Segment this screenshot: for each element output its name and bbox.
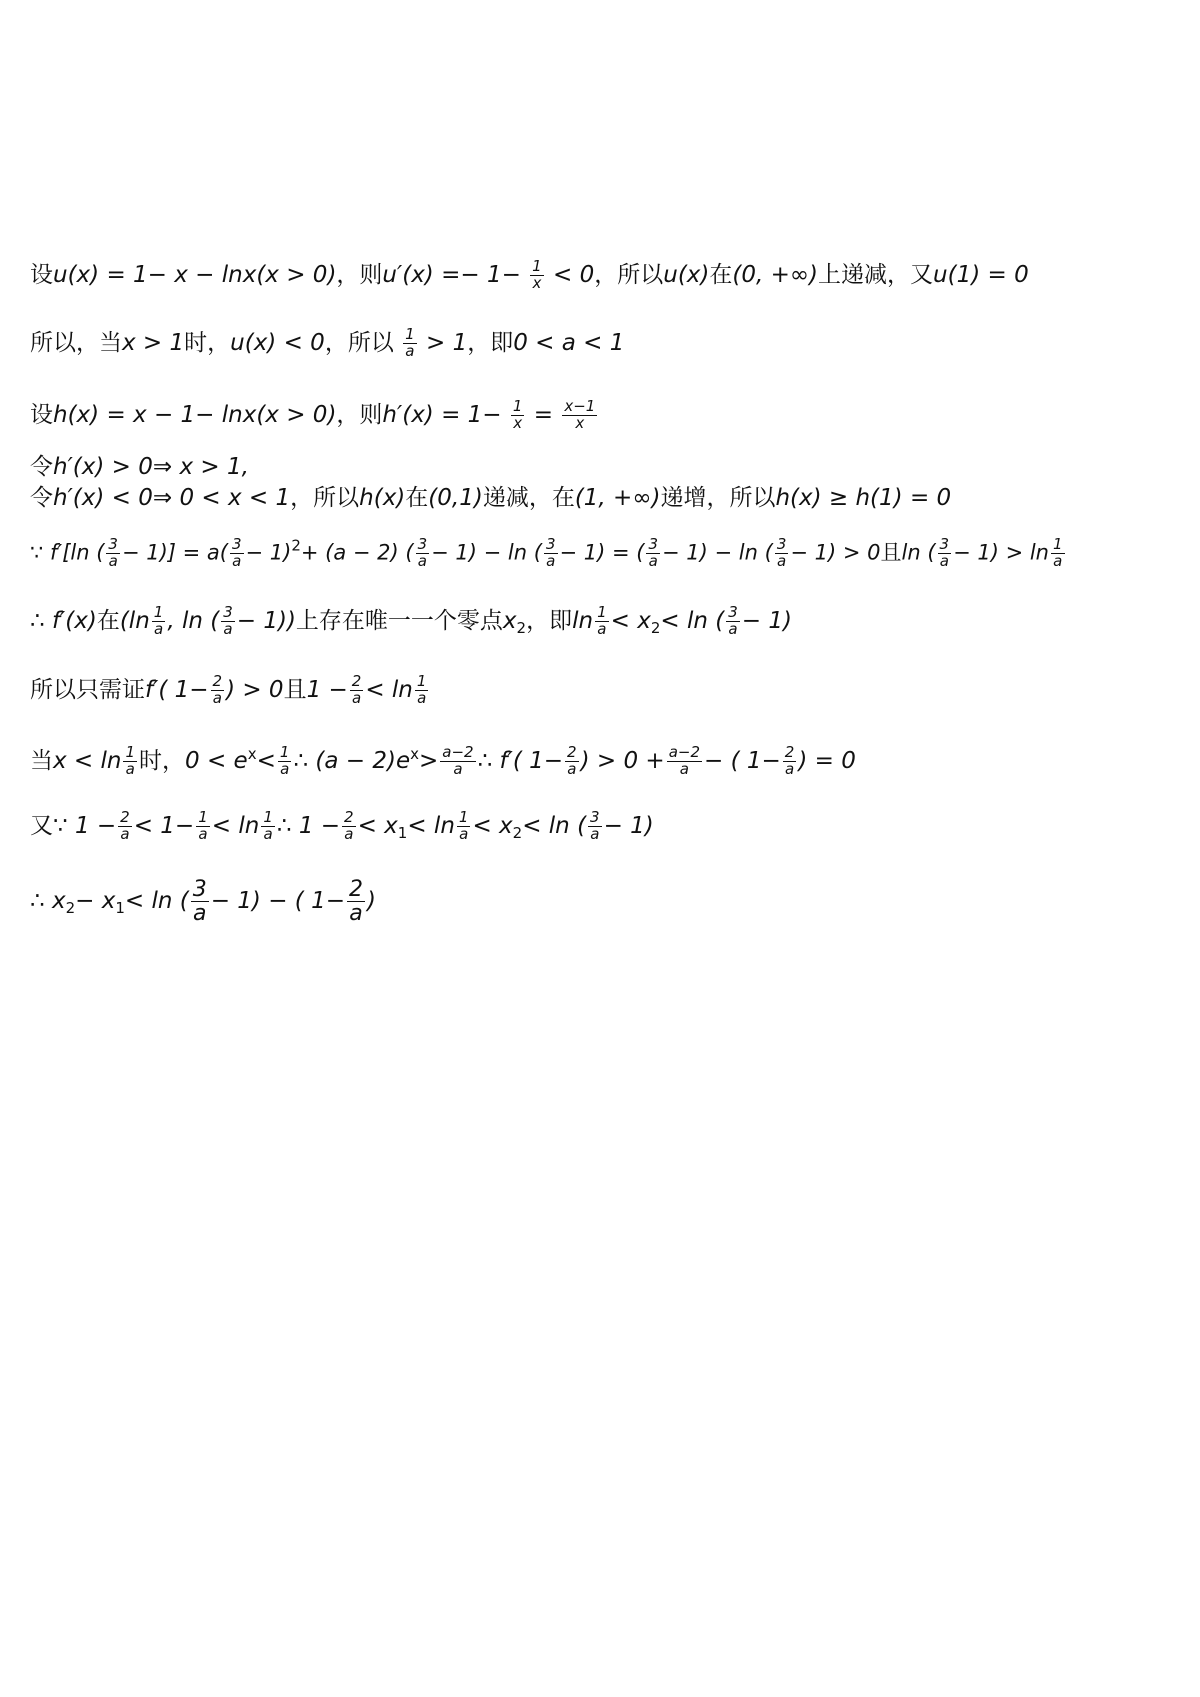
text: 所以，当 xyxy=(30,329,122,356)
fraction xyxy=(595,605,609,638)
text: 设 xyxy=(30,401,53,428)
math-expr: h′(x) > 0⇒ x > 1, xyxy=(53,454,249,480)
math-expr: ) > 0 + xyxy=(580,747,665,774)
text: 递减，在 xyxy=(482,485,575,511)
math-expr: < x xyxy=(357,812,398,839)
text: ，所以 xyxy=(594,261,664,288)
math-expr: ln xyxy=(572,607,594,634)
math-expr: − 1) = ( xyxy=(559,540,645,565)
text: 时， xyxy=(139,747,186,774)
denominator: a xyxy=(417,688,427,707)
fraction xyxy=(588,810,602,843)
numerator: 3 xyxy=(192,877,207,902)
text: ，所以 xyxy=(290,485,360,511)
denominator: a xyxy=(344,824,354,843)
math-expr: (0,1) xyxy=(428,485,483,511)
math-expr: u′(x) =− 1− xyxy=(382,261,521,288)
fraction xyxy=(783,745,797,778)
numerator: 3 xyxy=(590,808,600,826)
math-expr: x < ln xyxy=(53,747,122,774)
numerator: 1 xyxy=(279,743,290,761)
denominator: a xyxy=(728,619,738,638)
superscript: 2 xyxy=(291,536,301,555)
numerator: a−2 xyxy=(442,743,474,761)
denominator: a xyxy=(153,619,164,638)
fraction xyxy=(938,537,952,570)
numerator: x−1 xyxy=(564,397,596,415)
numerator: 1 xyxy=(416,672,427,690)
denominator: a xyxy=(417,551,427,570)
fraction xyxy=(544,537,558,570)
fraction xyxy=(106,537,120,570)
text: 又 xyxy=(30,812,53,839)
subscript: 1 xyxy=(115,899,125,918)
denominator: a xyxy=(263,824,273,843)
denominator: a xyxy=(590,824,600,843)
subscript: 2 xyxy=(516,618,527,637)
math-expr: < ln xyxy=(365,676,413,703)
numerator: 3 xyxy=(231,535,242,553)
numerator: a−2 xyxy=(668,743,700,761)
fraction xyxy=(646,537,660,570)
fraction xyxy=(347,878,365,925)
math-expr: < xyxy=(256,747,276,774)
math-expr: − 1)] = a( xyxy=(121,540,228,565)
text: 上存在唯一一个零点 xyxy=(295,607,503,634)
math-expr: (0, +∞) xyxy=(732,261,819,288)
math-line-2 xyxy=(30,327,624,360)
numerator: 2 xyxy=(567,743,577,761)
numerator: 3 xyxy=(776,535,787,553)
math-expr: ) = 0 xyxy=(798,747,856,774)
math-expr: < 1− xyxy=(133,812,195,839)
math-expr: (1, +∞) xyxy=(574,485,661,511)
fraction xyxy=(457,810,471,843)
denominator: a xyxy=(198,824,208,843)
math-expr: u(1) = 0 xyxy=(933,261,1029,288)
denominator: a xyxy=(405,341,415,360)
math-line-3 xyxy=(30,399,599,432)
fraction xyxy=(416,537,430,570)
denominator: a xyxy=(567,759,577,778)
denominator: a xyxy=(232,551,242,570)
math-expr: < x xyxy=(472,812,513,839)
denominator: a xyxy=(679,759,689,778)
text: ，则 xyxy=(336,261,383,288)
math-line-11 xyxy=(30,878,376,925)
fraction xyxy=(230,537,244,570)
math-expr: − ( 1− xyxy=(704,747,781,774)
math-expr: < 0 xyxy=(553,261,595,288)
math-expr: ∵ f′[ln ( xyxy=(30,540,105,565)
math-expr: ∴ x xyxy=(30,888,66,915)
denominator: a xyxy=(597,619,607,638)
numerator: 1 xyxy=(263,808,273,826)
numerator: 1 xyxy=(125,743,136,761)
math-expr: − 1) − ln ( xyxy=(431,540,542,565)
math-expr: x > 1 xyxy=(122,329,185,356)
math-line-8 xyxy=(30,674,430,707)
text: 递增，所以 xyxy=(660,485,776,511)
math-expr: − 1) − ( 1− xyxy=(210,888,345,915)
math-expr: (ln xyxy=(119,607,150,634)
subscript: 1 xyxy=(397,823,408,842)
denominator: a xyxy=(459,824,469,843)
denominator: a xyxy=(648,551,658,570)
math-expr: ∴ (a − 2)e xyxy=(293,747,411,774)
numerator: 3 xyxy=(728,603,738,621)
math-expr: h(x) xyxy=(359,485,406,511)
numerator: 1 xyxy=(1052,535,1063,553)
fraction xyxy=(726,605,740,638)
math-expr: > xyxy=(419,747,439,774)
numerator: 3 xyxy=(108,535,118,553)
math-expr: < ln ( xyxy=(124,888,189,915)
numerator: 3 xyxy=(417,535,428,553)
math-expr: < ln ( xyxy=(660,607,725,634)
numerator: 2 xyxy=(348,877,363,902)
math-line-4 xyxy=(30,456,249,479)
math-expr: − x xyxy=(75,888,116,915)
math-line-9 xyxy=(30,745,856,778)
denominator: a xyxy=(280,759,290,778)
fraction xyxy=(196,810,210,843)
denominator: a xyxy=(212,688,222,707)
math-expr: h′(x) = 1− xyxy=(382,401,502,428)
denominator: a xyxy=(223,619,233,638)
text: 且 xyxy=(880,540,902,565)
math-expr: 0 < e xyxy=(185,747,248,774)
math-expr: < ln xyxy=(407,812,455,839)
fraction xyxy=(530,259,544,292)
fraction xyxy=(667,745,702,778)
denominator: a xyxy=(776,551,787,570)
fraction xyxy=(562,399,597,432)
numerator: 3 xyxy=(939,535,950,553)
numerator: 2 xyxy=(351,672,362,690)
numerator: 1 xyxy=(532,257,542,275)
numerator: 1 xyxy=(458,808,469,826)
math-expr: + (a − 2) ( xyxy=(300,540,414,565)
math-expr: − 1) > 0 xyxy=(790,540,881,565)
text: ，所以 xyxy=(324,329,394,356)
numerator: 1 xyxy=(405,325,415,343)
numerator: 3 xyxy=(648,535,659,553)
fraction xyxy=(261,810,275,843)
subscript: 2 xyxy=(65,899,76,918)
text: 上递减，又 xyxy=(818,261,934,288)
math-expr: − 1) > ln xyxy=(953,540,1049,565)
math-line-1 xyxy=(30,259,1029,292)
fraction xyxy=(211,674,225,707)
math-expr: ∵ 1 − xyxy=(53,812,117,839)
fraction xyxy=(350,674,364,707)
denominator: a xyxy=(784,759,795,778)
fraction xyxy=(152,605,166,638)
math-expr: ∴ f′( 1− xyxy=(477,747,564,774)
subscript: 2 xyxy=(650,618,661,637)
text: ，即 xyxy=(467,329,514,356)
text: 时， xyxy=(184,329,231,356)
math-line-6 xyxy=(30,537,1067,570)
denominator: a xyxy=(1053,551,1063,570)
text: 所以只需证 xyxy=(30,676,145,703)
text: 令 xyxy=(30,454,53,480)
text: ，则 xyxy=(336,401,383,428)
fraction xyxy=(565,745,579,778)
math-expr: − 1)) xyxy=(236,607,296,634)
text: 设 xyxy=(30,261,53,288)
numerator: 1 xyxy=(512,397,523,415)
math-expr: x xyxy=(502,607,517,634)
numerator: 3 xyxy=(545,535,556,553)
superscript: x xyxy=(247,744,257,763)
denominator: a xyxy=(125,759,135,778)
text: 在 xyxy=(405,485,429,511)
numerator: 2 xyxy=(212,672,223,690)
math-expr: = xyxy=(533,401,554,428)
text: 令 xyxy=(30,485,53,511)
math-expr: < x xyxy=(610,607,651,634)
math-expr: − 1) xyxy=(245,540,292,565)
math-expr: < ln xyxy=(211,812,260,839)
math-expr: u(x) = 1− x − lnx(x > 0) xyxy=(53,261,337,288)
numerator: 2 xyxy=(344,808,354,826)
math-expr: h′(x) < 0⇒ 0 < x < 1 xyxy=(53,485,291,511)
math-expr: u(x) < 0 xyxy=(230,329,325,356)
math-expr: h(x) ≥ h(1) = 0 xyxy=(775,485,952,511)
numerator: 1 xyxy=(153,603,164,621)
fraction xyxy=(278,745,292,778)
math-line-10 xyxy=(30,810,654,843)
fraction xyxy=(403,327,417,360)
math-expr: > 1 xyxy=(425,329,468,356)
fraction xyxy=(415,674,429,707)
superscript: x xyxy=(410,744,419,763)
text: 在 xyxy=(709,261,733,288)
math-expr: ln ( xyxy=(901,540,936,565)
text: 当 xyxy=(30,747,53,774)
denominator: x xyxy=(532,273,542,292)
math-expr: , ln ( xyxy=(167,607,220,634)
math-expr: u(x) xyxy=(663,261,710,288)
denominator: a xyxy=(453,759,463,778)
denominator: a xyxy=(108,551,118,570)
fraction xyxy=(342,810,356,843)
text: 且 xyxy=(283,676,307,703)
math-expr: < ln ( xyxy=(522,812,587,839)
math-line-7 xyxy=(30,605,792,638)
denominator: x xyxy=(575,413,585,432)
math-expr: ) > 0 xyxy=(226,676,284,703)
denominator: a xyxy=(546,551,556,570)
math-line-5 xyxy=(30,487,951,510)
math-expr: h(x) = x − 1− lnx(x > 0) xyxy=(53,401,337,428)
denominator: a xyxy=(192,901,207,927)
numerator: 3 xyxy=(223,603,233,621)
denominator: a xyxy=(349,901,363,927)
numerator: 1 xyxy=(597,603,607,621)
denominator: a xyxy=(939,551,949,570)
denominator: a xyxy=(120,824,130,843)
fraction xyxy=(440,745,475,778)
math-expr: − 1) xyxy=(603,812,654,839)
fraction xyxy=(118,810,132,843)
math-expr: 1 − xyxy=(306,676,348,703)
fraction xyxy=(221,605,235,638)
numerator: 2 xyxy=(784,743,795,761)
math-expr: f′( 1− xyxy=(145,676,209,703)
math-expr: ∴ f′(x) xyxy=(30,607,97,634)
text: ，即 xyxy=(526,607,573,634)
math-expr: ∴ 1 − xyxy=(276,812,341,839)
numerator: 2 xyxy=(120,808,130,826)
fraction xyxy=(1051,537,1065,570)
subscript: 2 xyxy=(512,823,523,842)
math-expr: ) xyxy=(366,888,376,915)
fraction xyxy=(191,878,209,925)
fraction xyxy=(511,399,525,432)
denominator: x xyxy=(513,413,523,432)
fraction xyxy=(775,537,789,570)
text: 在 xyxy=(96,607,120,634)
math-expr: 0 < a < 1 xyxy=(513,329,625,356)
fraction xyxy=(123,745,137,778)
math-expr: − 1) − ln ( xyxy=(662,540,773,565)
math-expr: − 1) xyxy=(741,607,792,634)
numerator: 1 xyxy=(198,808,208,826)
denominator: a xyxy=(351,688,362,707)
